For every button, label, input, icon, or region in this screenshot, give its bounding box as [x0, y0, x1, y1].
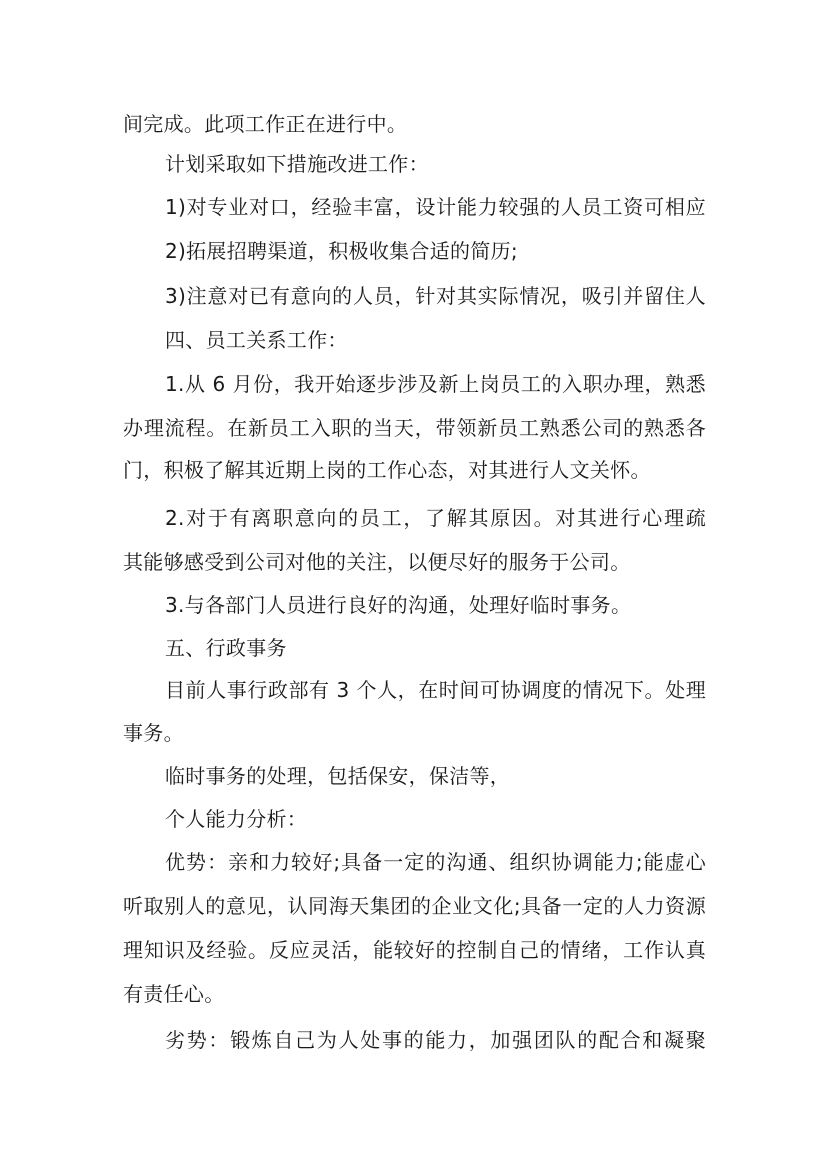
- text-line: 计划采取如下措施改进工作：: [165, 152, 429, 176]
- text-line: 其能够感受到公司对他的关注，以便尽好的服务于公司。: [123, 550, 631, 574]
- text-line: 目前人事行政部有 3 个人，在时间可协调度的情况下。处理: [165, 678, 706, 702]
- text-line: 办理流程。在新员工入职的当天，带领新员工熟悉公司的熟悉各: [123, 416, 706, 440]
- text-line: 有责任心。: [123, 982, 225, 1006]
- text-line: 1)对专业对口，经验丰富，设计能力较强的人员工资可相应: [165, 195, 706, 219]
- text-line: 理知识及经验。反应灵活，能较好的控制自己的情绪，工作认真: [123, 938, 706, 962]
- text-line: 2)拓展招聘渠道，积极收集合适的简历;: [165, 239, 518, 263]
- text-line: 临时事务的处理，包括保安，保洁等，: [165, 764, 511, 788]
- text-line: 四、员工关系工作：: [165, 328, 348, 352]
- text-line: 间完成。此项工作正在进行中。: [123, 112, 408, 136]
- text-line: 1.从 6 月份，我开始逐步涉及新上岗员工的入职办理，熟悉: [165, 372, 706, 396]
- text-line: 事务。: [123, 721, 184, 745]
- text-line: 劣势：锻炼自己为人处事的能力，加强团队的配合和凝聚: [165, 1028, 706, 1052]
- text-line: 2.对于有离职意向的员工，了解其原因。对其进行心理疏: [165, 506, 706, 530]
- text-line: 3)注意对已有意向的人员，针对其实际情况，吸引并留住人: [165, 284, 706, 308]
- text-line: 3.与各部门人员进行良好的沟通，处理好临时事务。: [165, 593, 632, 617]
- text-line: 门，积极了解其近期上岗的工作心态，对其进行人文关怀。: [123, 458, 651, 482]
- text-line: 个人能力分析：: [165, 807, 308, 831]
- text-line: 优势：亲和力较好;具备一定的沟通、组织协调能力;能虚心: [165, 850, 706, 874]
- text-line: 五、行政事务: [165, 636, 287, 660]
- text-line: 听取别人的意见，认同海天集团的企业文化;具备一定的人力资源: [123, 894, 706, 918]
